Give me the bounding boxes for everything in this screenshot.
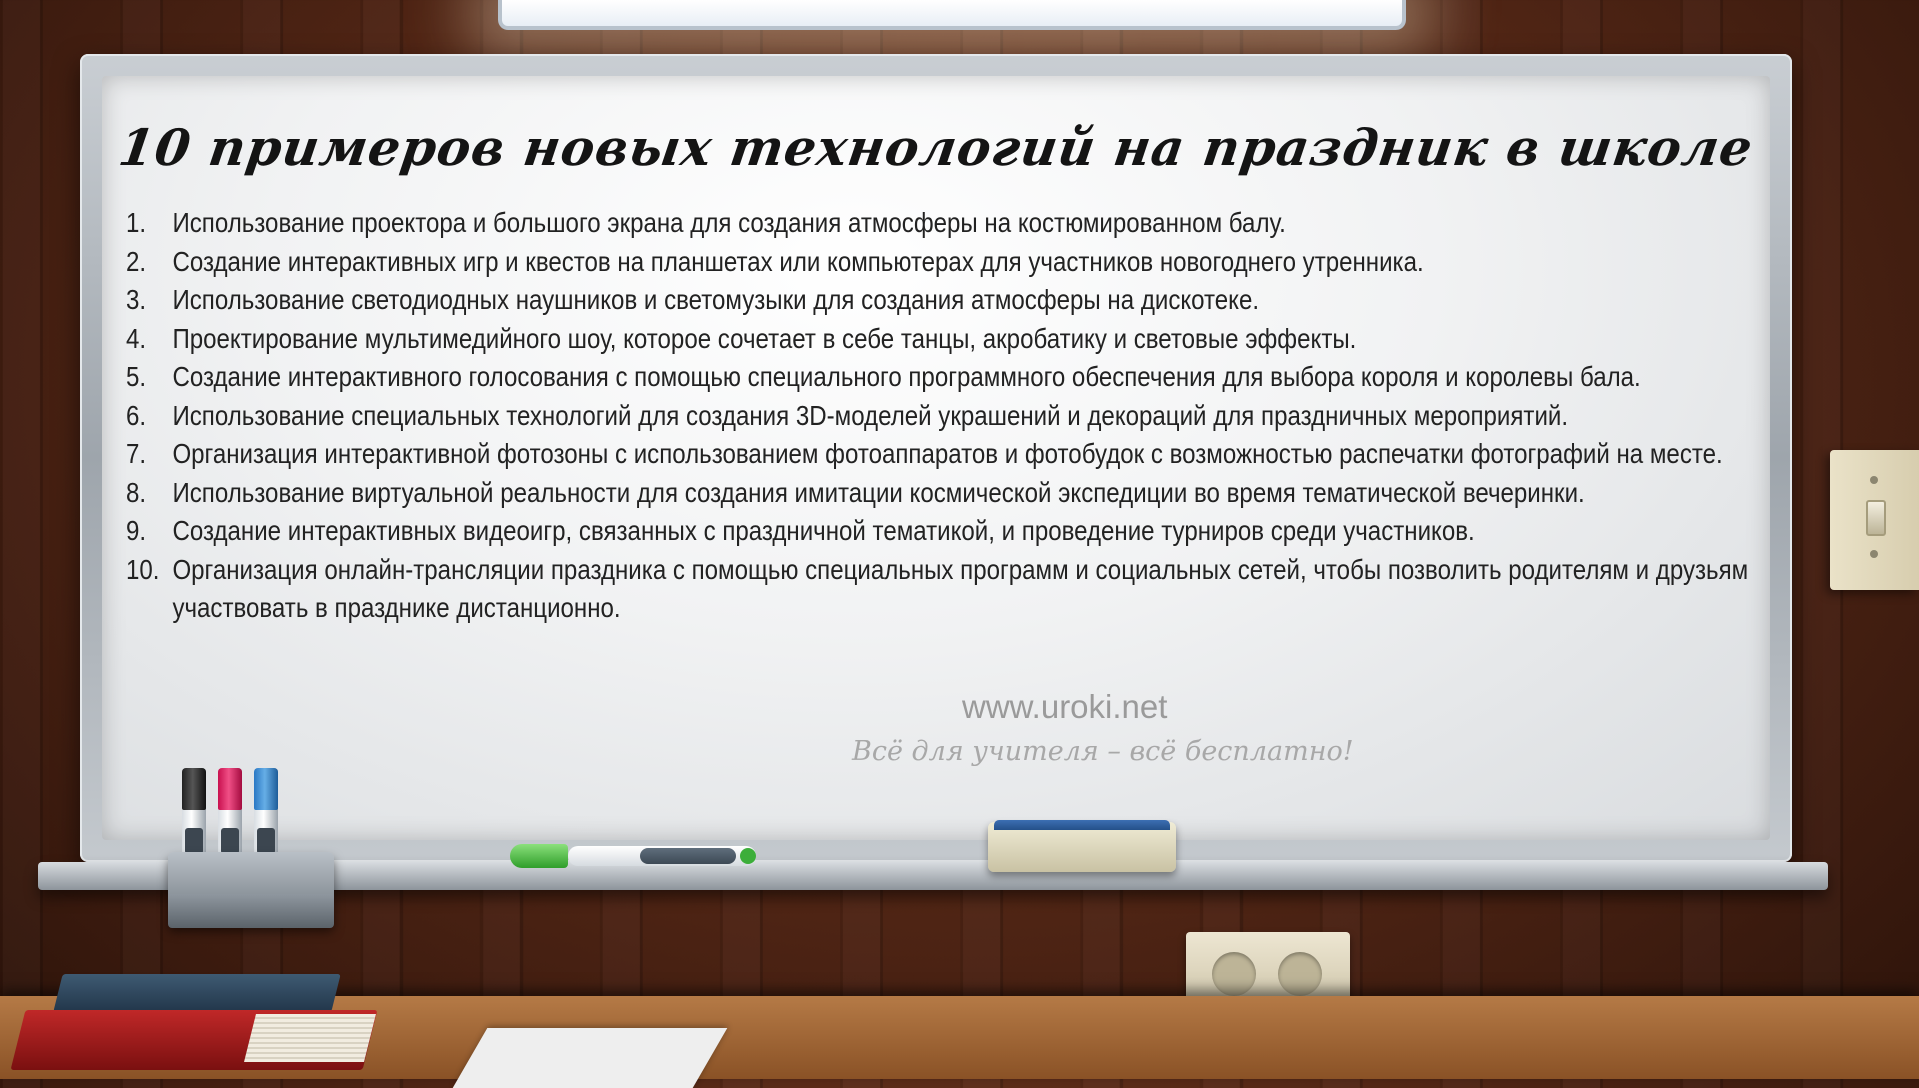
screw-icon [1870, 476, 1878, 484]
list-item [126, 204, 1752, 243]
whiteboard [80, 54, 1792, 862]
board-title: 10 примеров новых технологий на праздник в школе [115, 118, 1757, 177]
marker-holder-base [168, 894, 334, 928]
item-text: Использование специальных технологий для создания 3D-моделей украшений и декораций для праздничных мероприятий. [172, 399, 1569, 431]
list-item [126, 397, 1752, 436]
item-text: Создание интерактивного голосования с помощью специального программного обеспечения для выбора короля и королевы бала. [172, 361, 1641, 392]
item-number: 4. [126, 322, 147, 354]
paper-sheet-icon [453, 1028, 728, 1088]
book-pages [244, 1014, 376, 1062]
green-marker-grip [640, 848, 736, 864]
item-text: Использование светодиодных наушников и светомузыки для создания атмосферы на дискотеке. [172, 284, 1260, 315]
list-item [126, 281, 1752, 320]
socket-icon [1212, 952, 1256, 996]
item-number: 5. [126, 361, 147, 392]
item-number: 7. [126, 438, 147, 469]
list-item [126, 435, 1752, 474]
blue-marker-icon [254, 768, 278, 860]
item-number: 10. [126, 553, 160, 585]
item-text: Создание интерактивных видеоигр, связанных с праздничной тематикой, и проведение турниров среди участников. [172, 515, 1475, 546]
item-number: 3. [126, 284, 147, 315]
screw-icon [1870, 550, 1878, 558]
item-text: Использование проектора и большого экрана для создания атмосферы на костюмированном балу. [172, 207, 1286, 238]
item-number: 6. [126, 399, 147, 431]
switch-toggle [1866, 500, 1886, 536]
eraser-felt [994, 820, 1170, 830]
list-item [126, 551, 1752, 628]
item-text: Организация онлайн-трансляции праздника с помощью специальных программ и социальных сетей, чтобы позволить родителям и друзьям участвовать в празднике дистанционно. [172, 553, 1749, 623]
item-text: Организация интерактивной фотозоны с использованием фотоаппаратов и фотобудок с возможностью распечатки фотографий на месте. [172, 438, 1723, 469]
green-marker-tip [740, 848, 756, 864]
socket-icon [1278, 952, 1322, 996]
item-number: 9. [126, 515, 147, 546]
item-text: Создание интерактивных игр и квестов на планшетах или компьютерах для участников новогоднего утренника. [172, 245, 1424, 277]
technology-list [126, 204, 1756, 628]
red-marker-icon [218, 768, 242, 860]
item-text: Использование виртуальной реальности для создания имитации космической экспедиции во время тематической вечеринки. [172, 476, 1585, 508]
item-number: 1. [126, 207, 147, 238]
item-text: Проектирование мультимедийного шоу, которое сочетает в себе танцы, акробатику и световые эффекты. [172, 322, 1357, 354]
item-number: 8. [126, 476, 147, 508]
blue-book-icon [53, 974, 340, 1012]
black-marker-icon [182, 768, 206, 860]
list-item [126, 474, 1752, 513]
list-item [126, 512, 1752, 551]
ceiling-lamp [498, 0, 1406, 30]
whiteboard-surface [102, 76, 1770, 840]
item-number: 2. [126, 245, 147, 277]
list-item [126, 358, 1752, 397]
watermark-slogan: Всё для учителя – всё бесплатно! [852, 736, 1354, 767]
list-item [126, 320, 1752, 359]
watermark-url: www.uroki.net [962, 688, 1168, 725]
list-item [126, 243, 1752, 282]
green-marker-cap-icon [510, 844, 568, 868]
